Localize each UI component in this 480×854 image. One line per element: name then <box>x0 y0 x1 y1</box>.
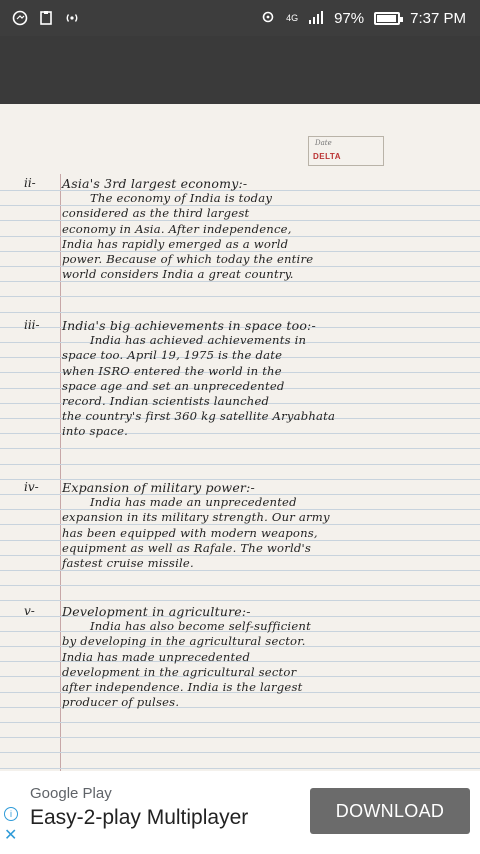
battery-icon <box>374 12 400 25</box>
ad-banner[interactable] <box>0 771 480 854</box>
network-type: 4G <box>286 13 299 23</box>
clock: 7:37 PM <box>410 9 466 27</box>
location-icon <box>260 10 276 26</box>
margin-line <box>60 174 61 771</box>
note-line: economy in Asia. After independence, <box>62 221 292 236</box>
ruled-line <box>0 296 480 297</box>
note-line: expansion in its military strength. Our army <box>62 510 330 525</box>
section-number: ii- <box>24 176 36 190</box>
ruled-line <box>0 464 480 465</box>
note-line: by developing in the agricultural sector. <box>62 634 306 649</box>
page-header-box <box>308 136 384 166</box>
note-line: record. Indian scientists launched <box>62 394 270 408</box>
note-line: fastest cruise missile. <box>62 556 194 570</box>
section-heading: Expansion of military power:- <box>62 480 255 495</box>
notebook-page <box>0 104 480 771</box>
section-number: v- <box>24 604 35 618</box>
note-line: after independence. India is the largest <box>62 680 303 694</box>
note-line: the country's first 360 kg satellite Aryabhata <box>62 409 336 424</box>
hotspot-icon <box>64 10 80 26</box>
note-line: when ISRO entered the world in the <box>62 363 282 378</box>
note-line: India has also become self-sufficient <box>90 619 311 634</box>
note-line: space age and set an unprecedented <box>62 378 285 393</box>
clipboard-icon <box>38 10 54 26</box>
note-line: has been equipped with modern weapons, <box>62 525 318 540</box>
note-line: world considers India a great country. <box>62 267 294 282</box>
app-toolbar <box>0 36 480 104</box>
note-line: space too. April 19, 1975 is the date <box>62 348 283 363</box>
ruled-line <box>0 585 480 586</box>
signal-icon <box>308 10 324 26</box>
date-label: Date <box>315 139 332 147</box>
section-heading: Development in agriculture:- <box>62 604 251 619</box>
ruled-line <box>0 312 480 313</box>
ruled-line <box>0 600 480 601</box>
info-icon[interactable]: i <box>4 807 18 821</box>
note-line: India has achieved achievements in <box>90 333 307 348</box>
note-line: India has made unprecedented <box>62 649 251 664</box>
messenger-icon <box>12 10 28 26</box>
ruled-line <box>0 768 480 769</box>
ruled-line <box>0 722 480 723</box>
ruled-line <box>0 448 480 449</box>
image-viewer[interactable] <box>0 104 480 771</box>
ad-title[interactable]: Easy-2-play Multiplayer <box>30 806 249 829</box>
ruled-line <box>0 737 480 738</box>
ad-source: Google Play <box>30 785 112 802</box>
close-icon[interactable]: ✕ <box>4 827 18 844</box>
note-line: development in the agricultural sector <box>62 664 297 679</box>
ruled-line <box>0 281 480 282</box>
section-number: iii- <box>24 318 40 332</box>
note-line: into space. <box>62 424 129 439</box>
status-bar <box>0 0 480 36</box>
note-line: India has rapidly emerged as a world <box>62 236 289 251</box>
note-line: The economy of India is today <box>90 191 273 206</box>
section-heading: India's big achievements in space too:- <box>62 318 316 333</box>
ruled-line <box>0 752 480 753</box>
note-line: considered as the third largest <box>62 206 250 221</box>
download-button[interactable]: DOWNLOAD <box>310 788 470 834</box>
section-heading: Asia's 3rd largest economy:- <box>62 176 248 191</box>
note-line: equipment as well as Rafale. The world's <box>62 540 312 555</box>
battery-level <box>377 15 396 22</box>
note-line: India has made an unprecedented <box>90 495 297 510</box>
note-line: power. Because of which today the entire <box>62 252 314 266</box>
ruled-line <box>0 570 480 571</box>
battery-percent: 97% <box>334 9 365 27</box>
section-number: iv- <box>24 480 39 494</box>
note-line: producer of pulses. <box>62 695 180 710</box>
brand-label: DELTA <box>313 152 341 161</box>
